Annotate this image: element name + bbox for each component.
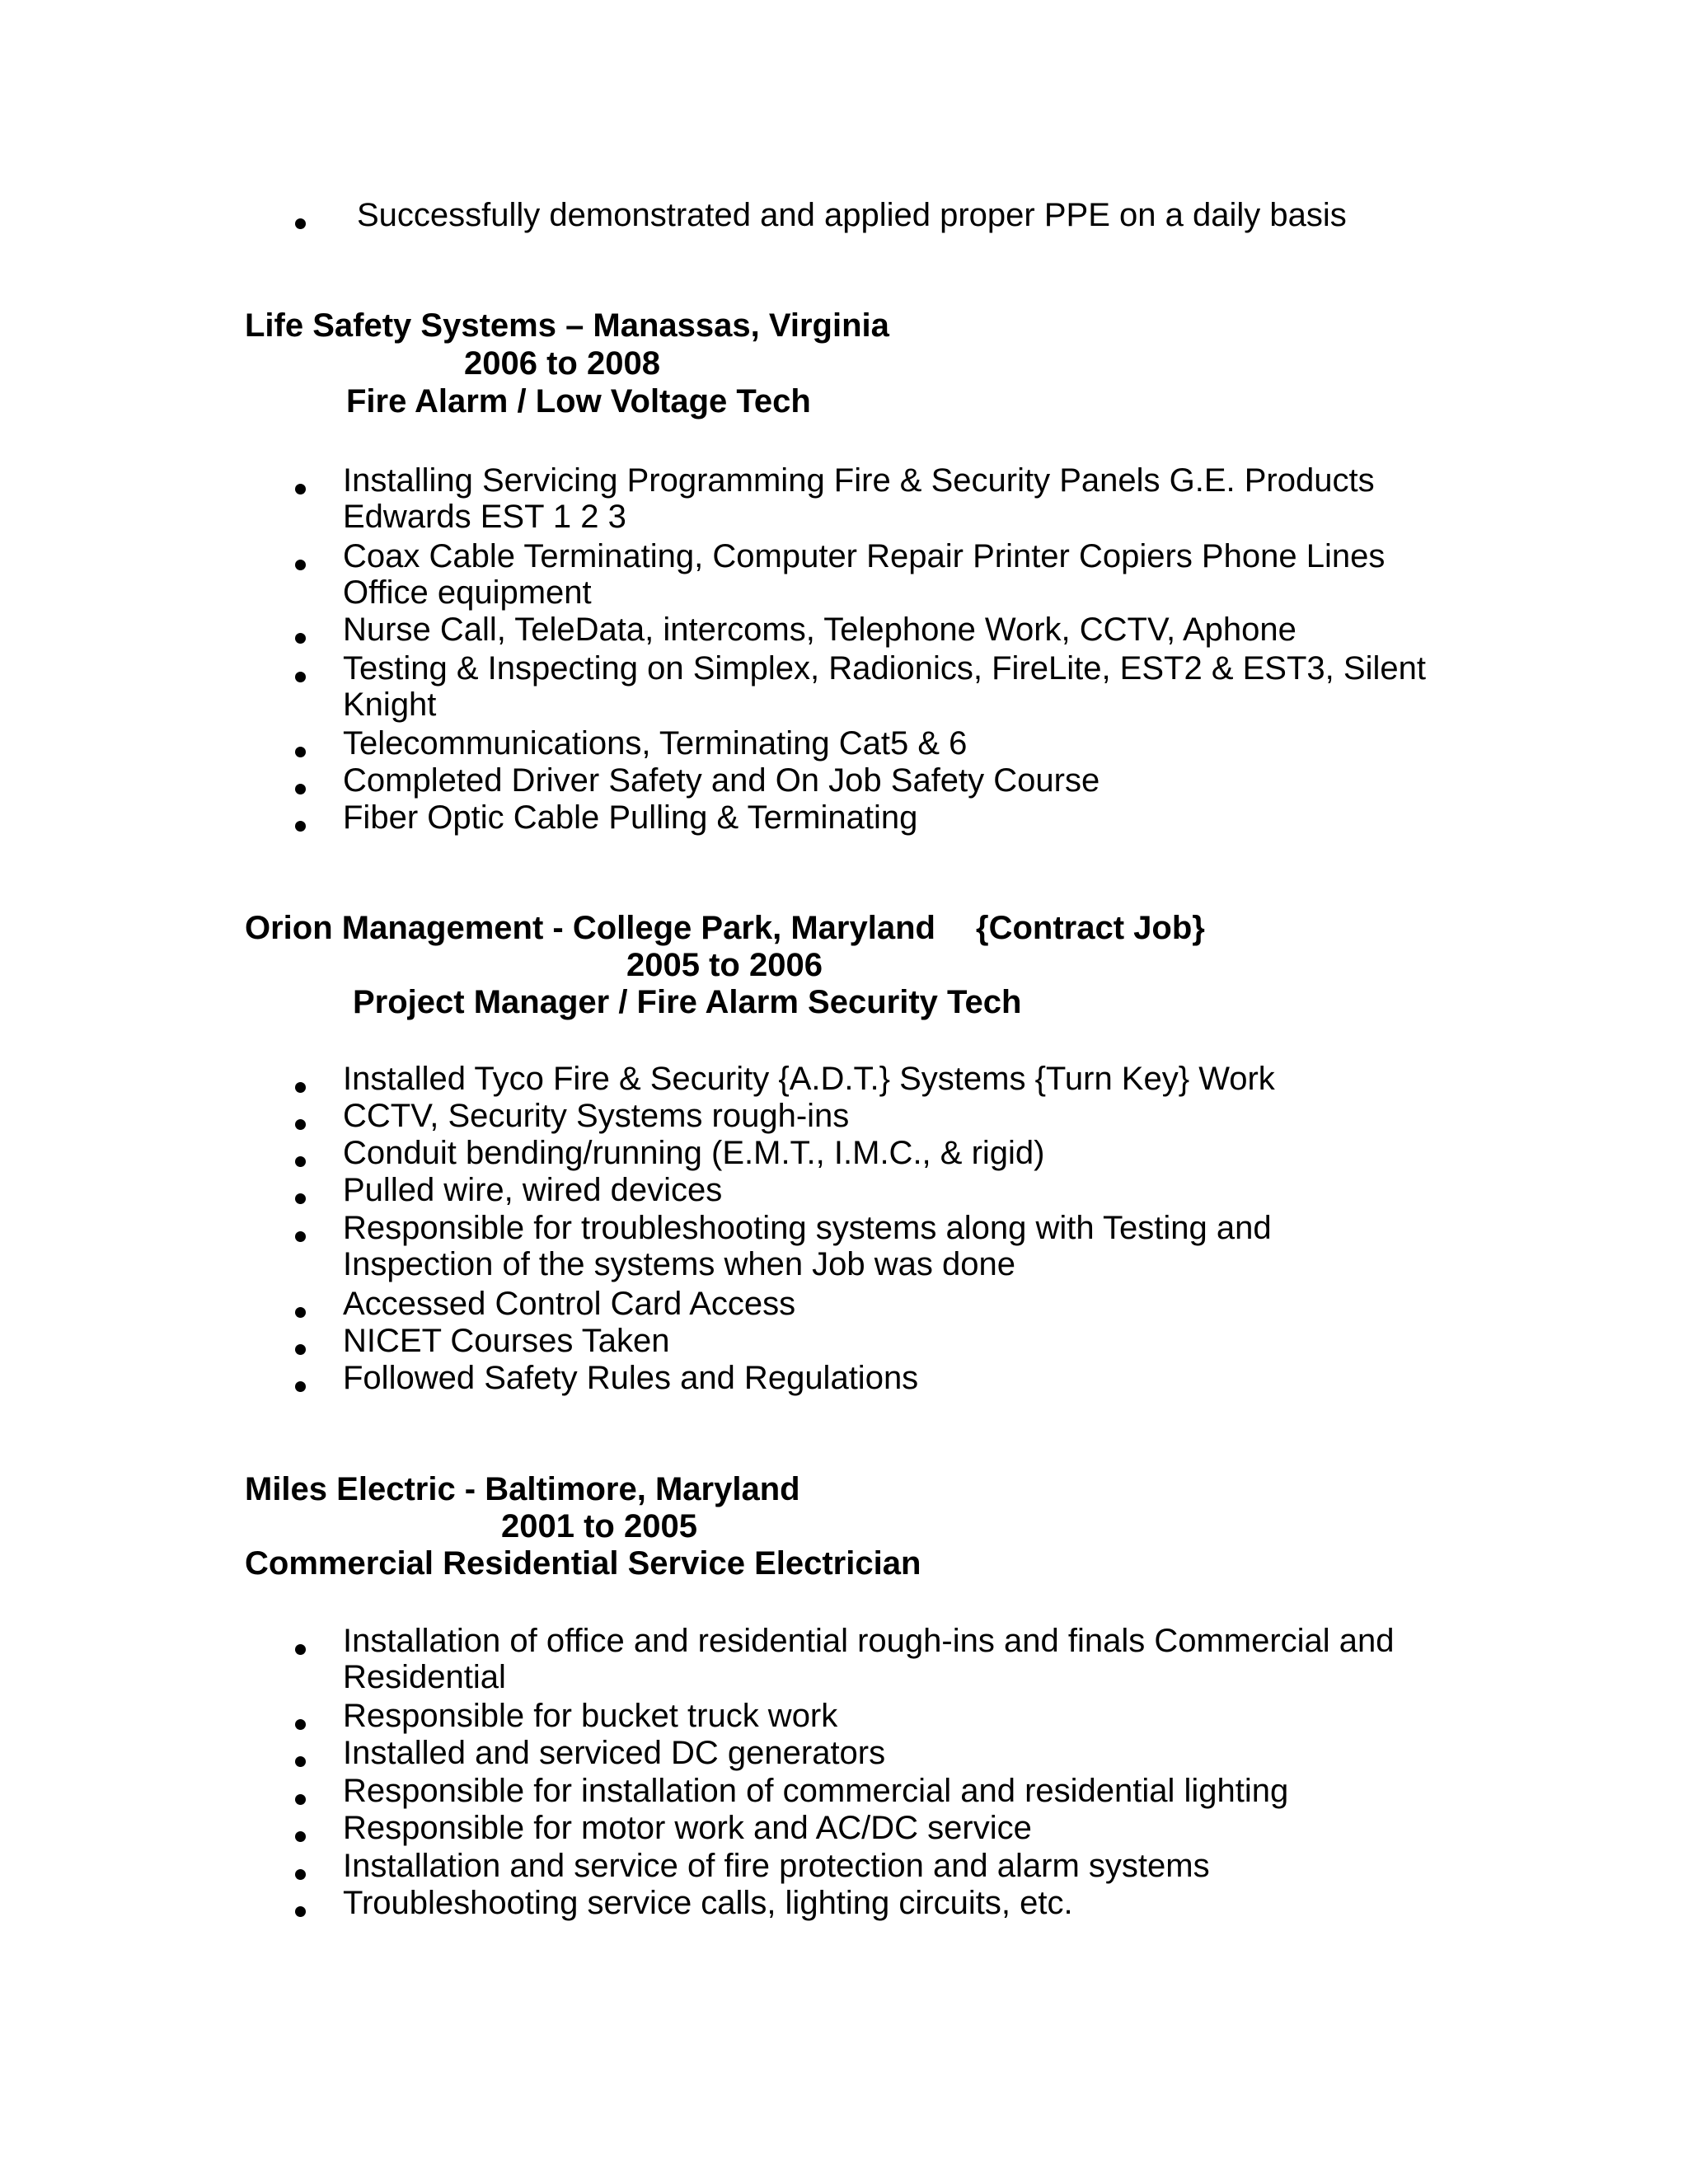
bullet-marker — [295, 1756, 306, 1767]
bullet-text: Successfully demonstrated and applied proper PPE on a daily basis — [357, 197, 1347, 233]
bullet-text-continued: Edwards EST 1 2 3 — [343, 499, 626, 535]
bullet-marker — [295, 1307, 306, 1318]
company-heading: Miles Electric - Baltimore, Maryland — [245, 1471, 800, 1507]
bullet-marker — [295, 1381, 306, 1392]
bullet-marker — [295, 1719, 306, 1730]
bullet-marker — [295, 1869, 306, 1880]
bullet-text: Telecommunications, Terminating Cat5 & 6 — [343, 725, 968, 762]
bullet-text: Fiber Optic Cable Pulling & Terminating — [343, 799, 918, 836]
bullet-text: Installing Servicing Programming Fire & Security Panels G.E. Products — [343, 462, 1375, 499]
bullet-marker — [295, 218, 306, 229]
bullet-marker — [295, 672, 306, 682]
bullet-marker — [295, 1906, 306, 1917]
job-years: 2001 to 2005 — [501, 1508, 697, 1544]
company-heading: Orion Management - College Park, Maryland — [245, 910, 935, 946]
bullet-text: Followed Safety Rules and Regulations — [343, 1360, 919, 1396]
bullet-text: Coax Cable Terminating, Computer Repair Printer Copiers Phone Lines — [343, 538, 1386, 574]
bullet-text: Installed Tyco Fire & Security {A.D.T.} Systems {Turn Key} Work — [343, 1061, 1275, 1097]
bullet-marker — [295, 1193, 306, 1204]
job-title: Fire Alarm / Low Voltage Tech — [346, 383, 811, 419]
bullet-text: Completed Driver Safety and On Job Safety Course — [343, 762, 1100, 799]
bullet-text: Responsible for motor work and AC/DC service — [343, 1810, 1032, 1846]
bullet-marker — [295, 821, 306, 832]
bullet-text: CCTV, Security Systems rough-ins — [343, 1098, 850, 1134]
bullet-text: Testing & Inspecting on Simplex, Radionics, FireLite, EST2 & EST3, Silent — [343, 650, 1426, 687]
bullet-marker — [295, 484, 306, 494]
bullet-text: Conduit bending/running (E.M.T., I.M.C., & rigid) — [343, 1135, 1045, 1171]
bullet-text: Accessed Control Card Access — [343, 1286, 796, 1322]
bullet-text: Nurse Call, TeleData, intercoms, Telephone Work, CCTV, Aphone — [343, 612, 1296, 648]
bullet-marker — [295, 1344, 306, 1355]
bullet-marker — [295, 633, 306, 644]
job-years: 2005 to 2006 — [626, 947, 823, 983]
bullet-marker — [295, 560, 306, 570]
job-title: Project Manager / Fire Alarm Security Tech — [353, 984, 1022, 1020]
job-years: 2006 to 2008 — [464, 345, 660, 382]
bullet-marker — [295, 1831, 306, 1842]
bullet-text: Installation and service of fire protection and alarm systems — [343, 1848, 1210, 1884]
bullet-text: Pulled wire, wired devices — [343, 1172, 723, 1208]
bullet-text-continued: Office equipment — [343, 574, 592, 611]
bullet-marker — [295, 1644, 306, 1655]
bullet-text-continued: Inspection of the systems when Job was done — [343, 1246, 1016, 1282]
bullet-text-continued: Knight — [343, 687, 437, 723]
bullet-text: Troubleshooting service calls, lighting circuits, etc. — [343, 1885, 1073, 1921]
bullet-marker — [295, 1119, 306, 1130]
bullet-marker — [295, 1794, 306, 1805]
bullet-marker — [295, 747, 306, 757]
bullet-marker — [295, 784, 306, 794]
bullet-text: Installation of office and residential rough-ins and finals Commercial and — [343, 1623, 1395, 1659]
bullet-marker — [295, 1156, 306, 1167]
bullet-text: Responsible for installation of commercial and residential lighting — [343, 1773, 1289, 1809]
bullet-marker — [295, 1231, 306, 1242]
bullet-marker — [295, 1082, 306, 1093]
bullet-text: Installed and serviced DC generators — [343, 1735, 886, 1771]
bullet-text-continued: Residential — [343, 1659, 506, 1695]
bullet-text: NICET Courses Taken — [343, 1323, 670, 1359]
bullet-text: Responsible for troubleshooting systems along with Testing and — [343, 1210, 1272, 1246]
job-title: Commercial Residential Service Electrician — [245, 1545, 921, 1582]
contract-note: {Contract Job} — [976, 910, 1205, 946]
company-heading: Life Safety Systems – Manassas, Virginia — [245, 307, 889, 344]
bullet-text: Responsible for bucket truck work — [343, 1698, 838, 1734]
